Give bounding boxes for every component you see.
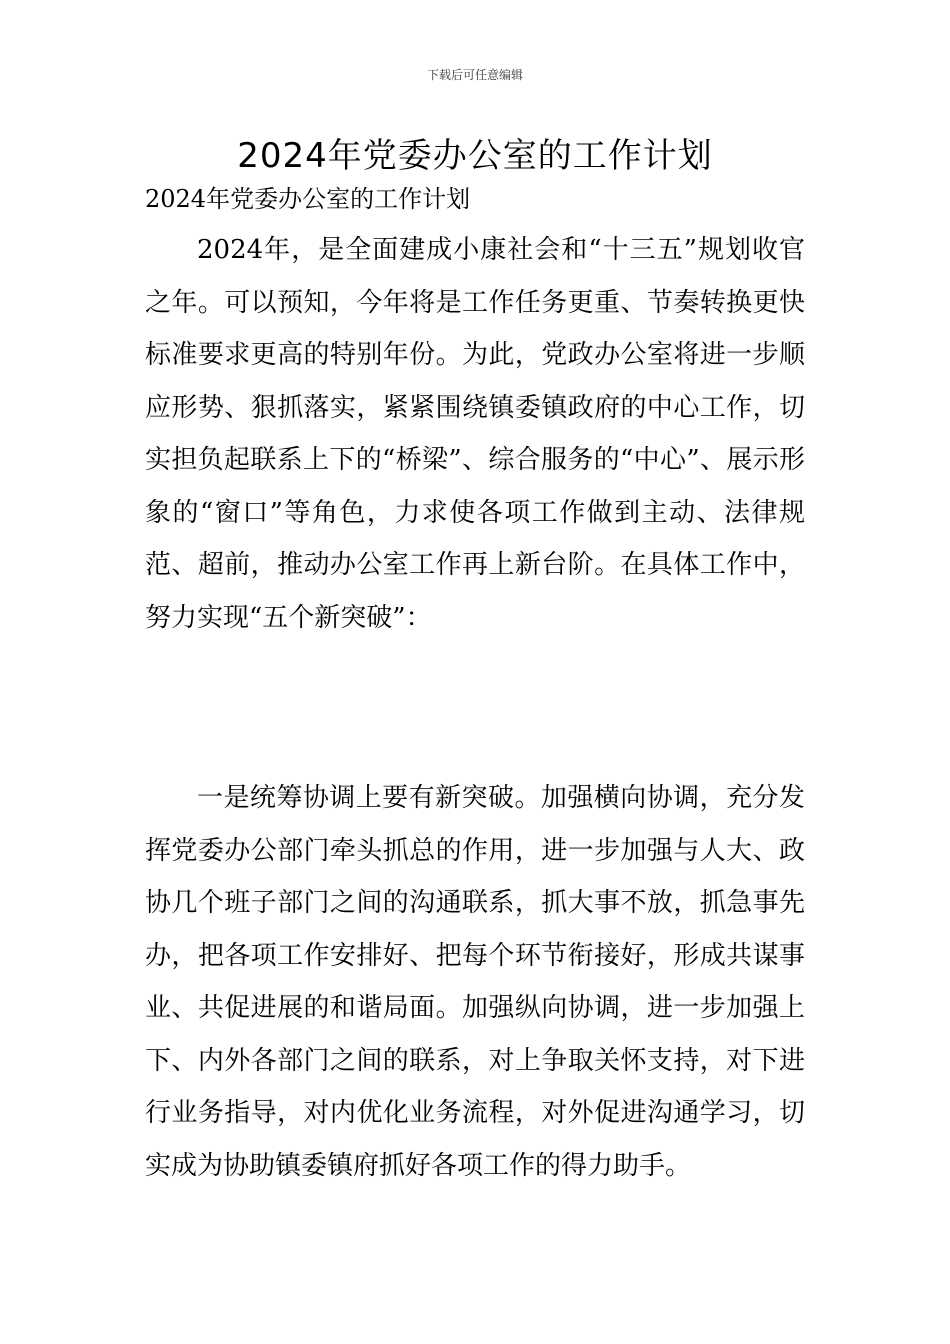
body-paragraph-coordination: 一是统筹协调上要有新突破。加强横向协调，充分发挥党委办公部门牵头抓总的作用，进一步加强与人大、政协几个班子部门之间的沟通联系，抓大事不放，抓急事先办，把各项工作安排好、把每个环节衔接好，形成共谋事业、共促进展的和谐局面。加强纵向协调，进一步加强上下、内外各部门之间的联系，对上争取关怀支持，对下进行业务指导，对内优化业务流程，对外促进沟通学习，切实成为协助镇委镇府抓好各项工作的得力助手。 [145, 783, 805, 1181]
document-subtitle: 2024年党委办公室的工作计划 [145, 185, 471, 213]
header-note: 下载后可任意编辑 [426, 68, 523, 82]
document-title: 2024年党委办公室的工作计划 [237, 136, 713, 176]
body-paragraph-intro: 2024年，是全面建成小康社会和“十三五”规划收官之年。可以预知，今年将是工作任务更重、节奏转换更快标准要求更高的特别年份。为此，党政办公室将进一步顺应形势、狠抓落实，紧紧围绕镇委镇政府的中心工作，切实担负起联系上下的“桥梁”、综合服务的“中心”、展示形象的“窗口”等角色，力求使各项工作做到主动、法律规范、超前，推动办公室工作再上新台阶。在具体工作中，努力实现“五个新突破”： [145, 235, 805, 633]
